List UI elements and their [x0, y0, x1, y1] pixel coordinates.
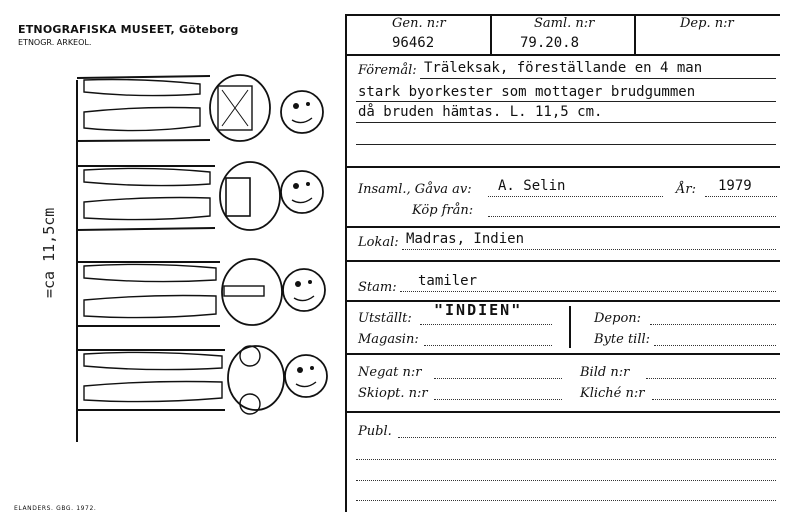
object-underline-3 — [356, 122, 776, 123]
storage-label: Magasin: — [358, 332, 419, 347]
publication-line-2 — [356, 459, 776, 460]
locality-value: Madras, Indien — [406, 231, 525, 247]
negative-number-label: Negat n:r — [358, 365, 422, 380]
deposit-line — [650, 324, 776, 325]
picture-number-line — [646, 378, 776, 379]
object-underline-2 — [356, 101, 776, 102]
size-annotation-text: =ca 11,5cm — [40, 207, 58, 298]
exhibited-value: "INDIEN" — [434, 301, 523, 319]
header-divider-2 — [634, 14, 636, 54]
figure-1 — [77, 75, 323, 141]
collection-number-label: Saml. n:r — [534, 16, 595, 31]
picture-number-label: Bild n:r — [580, 365, 630, 380]
object-underline-1 — [420, 78, 776, 79]
object-bottom-rule — [345, 166, 780, 168]
tribe-value: tamiler — [418, 273, 478, 289]
deposit-label: Depon: — [594, 311, 642, 326]
locality-label: Lokal: — [358, 235, 399, 250]
figure-3 — [77, 259, 325, 326]
museum-title: ETNOGRAFISKA MUSEET, — [18, 23, 175, 36]
size-annotation — [40, 208, 58, 298]
museum-city: Göteborg — [178, 23, 239, 36]
cliche-number-label: Kliché n:r — [580, 386, 645, 401]
tribe-label: Stam: — [358, 280, 397, 295]
year-value: 1979 — [718, 178, 752, 194]
publication-line-4 — [356, 500, 776, 501]
refs-bottom-rule — [345, 411, 780, 413]
publication-line-3 — [356, 480, 776, 481]
bought-from-label: Köp från: — [412, 203, 474, 218]
exhibited-line — [420, 324, 552, 325]
exchange-line — [654, 345, 776, 346]
exhibit-bottom-rule — [345, 353, 780, 355]
figure-2 — [77, 162, 323, 230]
header-divider-1 — [490, 14, 492, 54]
sketch-number-line — [434, 399, 562, 400]
exchange-label: Byte till: — [594, 332, 651, 347]
negative-number-line — [434, 378, 562, 379]
publication-label: Publ. — [358, 424, 392, 439]
tribe-bottom-rule — [345, 300, 780, 302]
exhibit-divider — [569, 306, 571, 348]
card-border-left — [345, 14, 347, 512]
object-underline-4 — [356, 144, 776, 145]
collected-by-value: A. Selin — [498, 178, 566, 194]
department-label: ETNOGR. ARKEOL. — [18, 38, 92, 47]
locality-line — [402, 249, 776, 250]
locality-bottom-rule — [345, 260, 780, 262]
gen-number-value: 96462 — [392, 35, 435, 51]
figure-4 — [77, 346, 327, 414]
gen-number-label: Gen. n:r — [392, 16, 446, 31]
exhibited-label: Utställt: — [358, 311, 412, 326]
header-bottom-rule — [345, 54, 780, 56]
tribe-line — [400, 291, 776, 292]
object-line-2: stark byorkester som mottager brudgummen — [358, 84, 696, 100]
object-drawing — [0, 0, 340, 517]
bought-from-line — [488, 216, 776, 217]
cliche-number-line — [652, 399, 776, 400]
year-line — [705, 196, 777, 197]
object-label: Föremål: — [358, 63, 417, 78]
object-line-3: då bruden hämtas. L. 11,5 cm. — [358, 104, 603, 120]
storage-line — [424, 345, 552, 346]
year-label: År: — [676, 182, 696, 197]
sketch-number-label: Skiopt. n:r — [358, 386, 428, 401]
collected-by-label: Insaml., Gåva av: — [358, 182, 472, 197]
printer-imprint: ELANDERS. GBG. 1972. — [14, 505, 97, 512]
publication-line-1 — [398, 437, 776, 438]
deposit-number-label: Dep. n:r — [680, 16, 734, 31]
collection-bottom-rule — [345, 226, 780, 228]
object-line-1: Träleksak, föreställande en 4 man — [424, 60, 703, 76]
collection-number-value: 79.20.8 — [520, 35, 580, 51]
collected-by-line — [488, 196, 663, 197]
